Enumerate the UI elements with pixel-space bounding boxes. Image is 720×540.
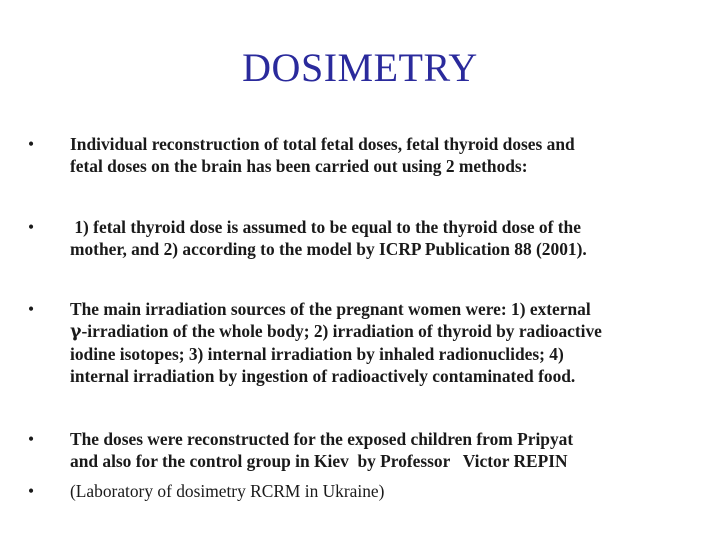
bullet-line: (Laboratory of dosimetry RCRM in Ukraine) (70, 481, 385, 501)
bullet-marker: • (28, 429, 35, 449)
bullet-line: fetal doses on the brain has been carried out using 2 methods: (70, 156, 528, 176)
bullet-line-rest: -irradiation of the whole body; 2) irradiation of thyroid by radioactive (81, 321, 602, 341)
bullet-line: The doses were reconstructed for the exposed children from Pripyat (70, 429, 574, 449)
bullet-line: Individual reconstruction of total fetal doses, fetal thyroid doses and (70, 134, 575, 154)
bullet-marker: • (28, 217, 35, 237)
slide-title: DOSIMETRY (242, 45, 478, 90)
bullet-marker: • (28, 134, 35, 154)
bullet-line: and also for the control group in Kiev by Professor Victor REPIN (70, 451, 568, 471)
bullet-marker: • (28, 299, 35, 319)
bullet-item-dose-models (28, 216, 700, 262)
bullet-line: The main irradiation sources of the pregnant women were: 1) external (70, 299, 591, 319)
bullet-text (70, 480, 690, 502)
bullet-line: mother, and 2) according to the model by ICRP Publication 88 (2001). (70, 239, 587, 259)
bullet-line-gamma (70, 320, 690, 343)
bullet-text (70, 428, 690, 472)
bullet-item-reconstruction (28, 428, 700, 474)
bullet-line: 1) fetal thyroid dose is assumed to be equal to the thyroid dose of the (70, 217, 581, 237)
bullet-text (70, 133, 690, 177)
bullet-line: iodine isotopes; 3) internal irradiation by inhaled radionuclides; 4) (70, 344, 564, 364)
bullet-text (70, 216, 690, 260)
gamma-symbol: γ (70, 322, 82, 342)
bullet-text (70, 298, 690, 387)
bullet-line: internal irradiation by ingestion of radioactively contaminated food. (70, 366, 576, 386)
bullet-item-laboratory (28, 480, 700, 504)
bullet-item-methods (28, 133, 700, 179)
bullet-item-irradiation-sources (28, 298, 700, 388)
bullet-marker: • (28, 481, 35, 501)
